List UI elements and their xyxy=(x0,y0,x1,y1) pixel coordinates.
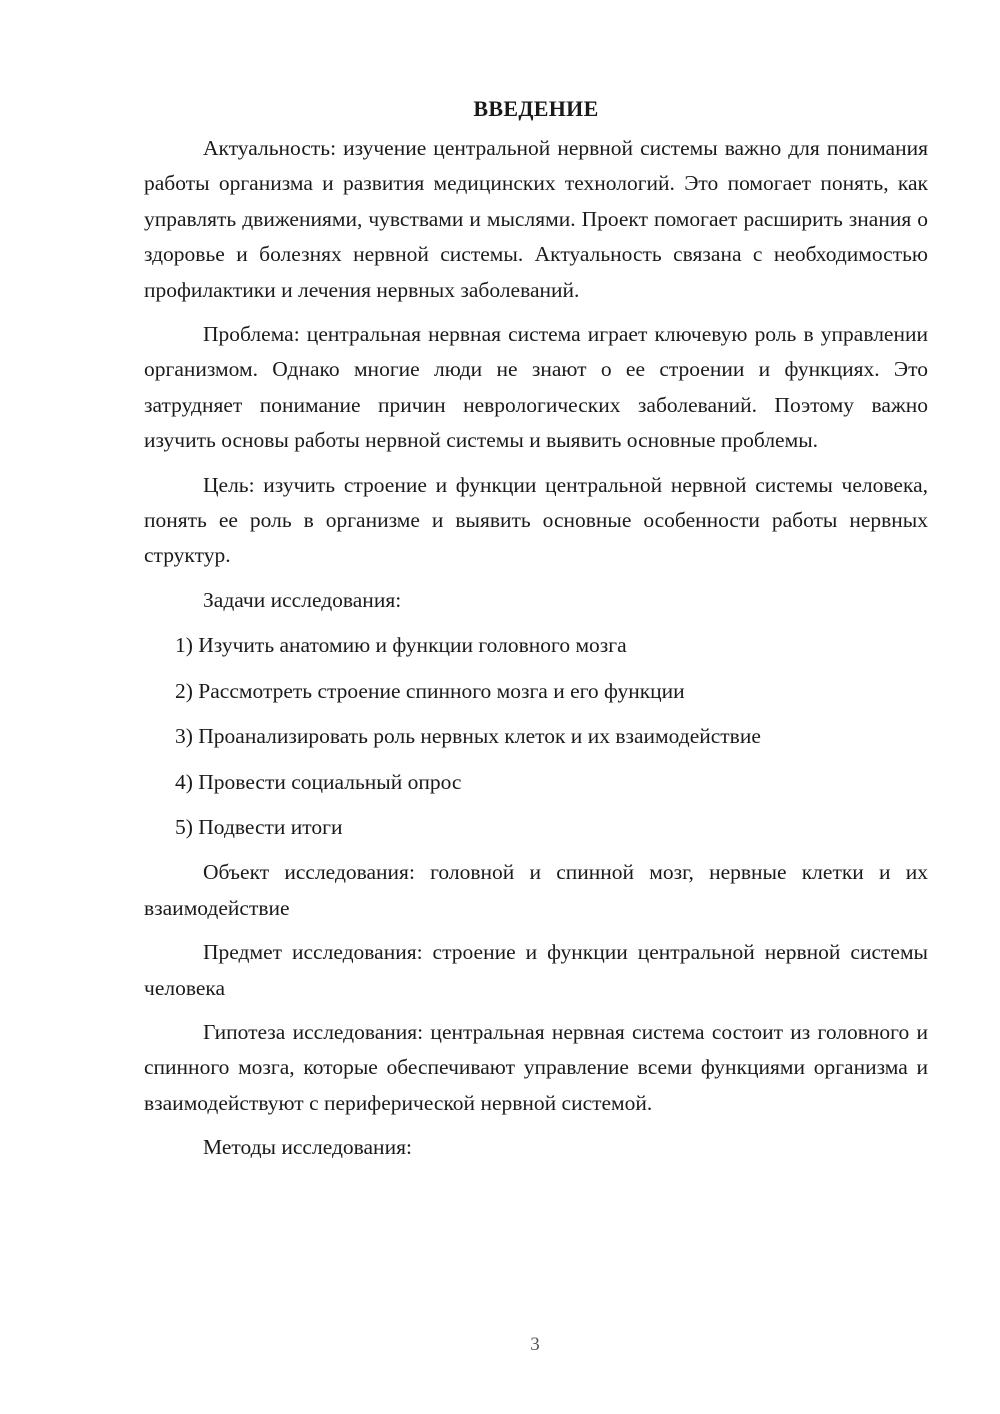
list-item: 1) Изучить анатомию и функции головного мозга xyxy=(175,633,627,658)
list-item: 3) Проанализировать роль нервных клеток и их взаимодействие xyxy=(175,724,761,749)
methods-heading: Методы исследования: xyxy=(203,1135,412,1160)
tasks-heading: Задачи исследования: xyxy=(203,587,402,612)
relevance-paragraph: Актуальность: изучение центральной нервной системы важно для понимания работы организма и развития медицинских технологий. Это помогает понять, как управлять движениями, чувствами и мыслями. Проект помогает расширить знания о здоровье и болезнях нервной системы. Актуальность связана с необходимостью профилактики и лечения нервных заболеваний. xyxy=(144,136,928,302)
problem-paragraph: Проблема: центральная нервная система играет ключевую роль в управлении организмом. Однако многие люди не знают о ее строении и функциях. Это затрудняет понимание причин неврологических заболеваний. Поэтому важно изучить основы работы нервной системы и выявить основные проблемы. xyxy=(144,322,928,453)
section-title: ВВЕДЕНИЕ xyxy=(473,96,599,121)
object-paragraph: Объект исследования: головной и спинной мозг, нервные клетки и их взаимодействие xyxy=(144,860,928,920)
list-item: 4) Провести социальный опрос xyxy=(175,769,462,794)
document-page xyxy=(144,92,928,1176)
hypothesis-paragraph: Гипотеза исследования: центральная нервная система состоит из головного и спинного мозга, которые обеспечивают управление всеми функциями организма и взаимодействуют с периферической нервной системой. xyxy=(144,1019,928,1115)
list-item: 5) Подвести итоги xyxy=(175,814,343,839)
goal-paragraph: Цель: изучить строение и функции центральной нервной системы человека, понять ее роль в организме и выявить основные особенности работы нервных структур. xyxy=(144,472,928,568)
subject-paragraph: Предмет исследования: строение и функции центральной нервной системы человека xyxy=(144,940,928,1000)
tasks-list xyxy=(144,628,928,845)
page-number: 3 xyxy=(530,1334,540,1355)
list-item: 2) Рассмотреть строение спинного мозга и его функции xyxy=(175,678,685,703)
